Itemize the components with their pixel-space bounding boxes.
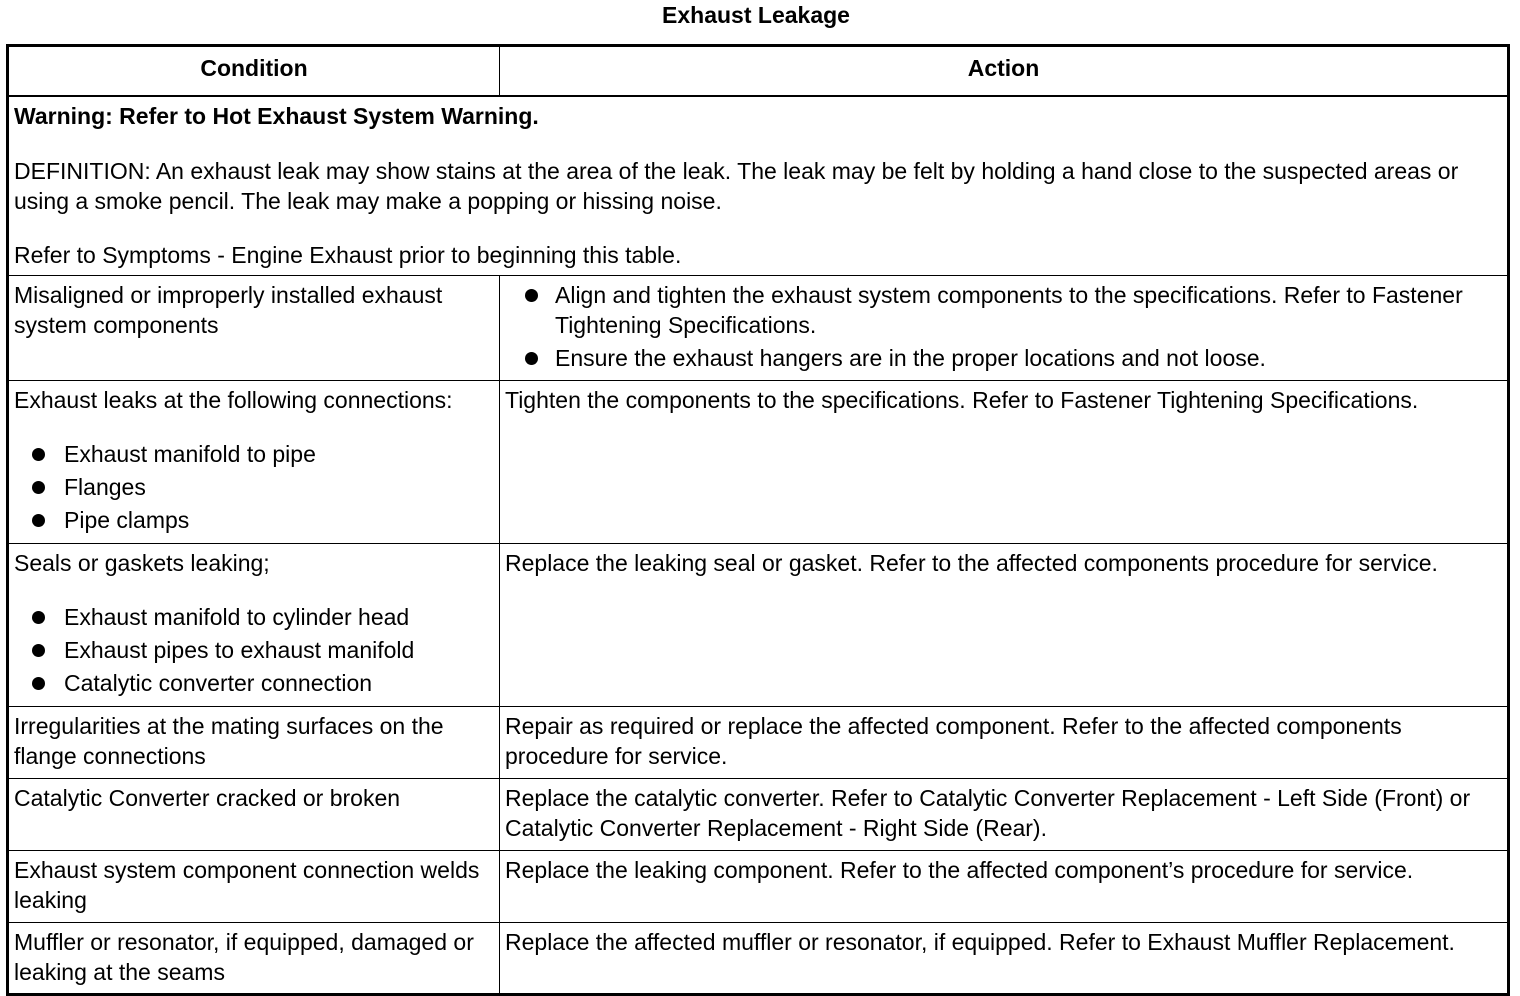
list-item	[14, 635, 494, 665]
table-header-row	[8, 46, 1509, 97]
intro-row	[8, 96, 1509, 276]
intro-cell	[8, 96, 1509, 276]
list-item-text: Catalytic converter connection	[64, 670, 373, 696]
condition-bullet-list	[14, 439, 494, 535]
definition-text: DEFINITION: An exhaust leak may show stains at the area of the leak. The leak may be felt by holding a hand close to the suspected areas or using a smoke pencil. The leak may make a popping or hissing noise.	[14, 158, 1459, 214]
list-item	[505, 280, 1502, 340]
condition-cell: Misaligned or improperly installed exhaust system components	[8, 276, 500, 381]
refer-text: Refer to Symptoms - Engine Exhaust prior to beginning this table.	[14, 242, 682, 268]
condition-text: Seals or gaskets leaking;	[14, 550, 270, 576]
action-cell: Replace the affected muffler or resonator, if equipped. Refer to Exhaust Muffler Replacement.	[500, 923, 1509, 995]
list-item	[14, 472, 494, 502]
exhaust-leakage-table	[6, 44, 1510, 996]
bullet-icon	[32, 481, 45, 494]
table-row	[8, 851, 1509, 923]
bullet-icon	[32, 514, 45, 527]
action-cell: Replace the catalytic converter. Refer to Catalytic Converter Replacement - Left Side (Front) or Catalytic Converter Replacement - Right Side (Rear).	[500, 779, 1509, 851]
condition-bullet-list	[14, 602, 494, 698]
list-item-text: Exhaust manifold to cylinder head	[64, 604, 410, 630]
list-item-text: Flanges	[64, 474, 146, 500]
bullet-icon	[32, 611, 45, 624]
action-cell	[500, 276, 1509, 381]
action-bullet-list	[505, 280, 1502, 373]
condition-cell	[8, 381, 500, 544]
bullet-icon	[525, 352, 538, 365]
table-row	[8, 544, 1509, 707]
action-cell: Tighten the components to the specifications. Refer to Fastener Tightening Specifications.	[500, 381, 1509, 544]
list-item-text: Exhaust manifold to pipe	[64, 441, 316, 467]
table-row	[8, 381, 1509, 544]
bullet-icon	[32, 448, 45, 461]
list-item-text: Exhaust pipes to exhaust manifold	[64, 637, 415, 663]
table-row	[8, 779, 1509, 851]
list-item-text: Pipe clamps	[64, 507, 190, 533]
list-item	[505, 343, 1502, 373]
condition-text: Exhaust leaks at the following connections:	[14, 387, 453, 413]
table-row	[8, 923, 1509, 995]
list-item	[14, 602, 494, 632]
list-item	[14, 439, 494, 469]
list-item	[14, 668, 494, 698]
bullet-icon	[32, 677, 45, 690]
table-row	[8, 276, 1509, 381]
condition-cell	[8, 544, 500, 707]
condition-cell: Exhaust system component connection welds leaking	[8, 851, 500, 923]
condition-cell: Irregularities at the mating surfaces on the flange connections	[8, 707, 500, 779]
page-title: Exhaust Leakage	[662, 2, 850, 28]
action-cell: Repair as required or replace the affected component. Refer to the affected components procedure for service.	[500, 707, 1509, 779]
bullet-icon	[525, 289, 538, 302]
list-item-text: Align and tighten the exhaust system components to the specifications. Refer to Fastener Tightening Specifications.	[555, 282, 1463, 338]
list-item-text: Ensure the exhaust hangers are in the proper locations and not loose.	[555, 345, 1266, 371]
header-condition: Condition	[8, 46, 500, 97]
bullet-icon	[32, 644, 45, 657]
condition-cell: Muffler or resonator, if equipped, damaged or leaking at the seams	[8, 923, 500, 995]
condition-cell: Catalytic Converter cracked or broken	[8, 779, 500, 851]
action-cell: Replace the leaking component. Refer to the affected component’s procedure for service.	[500, 851, 1509, 923]
list-item	[14, 505, 494, 535]
action-cell: Replace the leaking seal or gasket. Refer to the affected components procedure for service.	[500, 544, 1509, 707]
warning-text: Warning: Refer to Hot Exhaust System Warning.	[14, 103, 539, 129]
header-action: Action	[500, 46, 1509, 97]
table-row	[8, 707, 1509, 779]
